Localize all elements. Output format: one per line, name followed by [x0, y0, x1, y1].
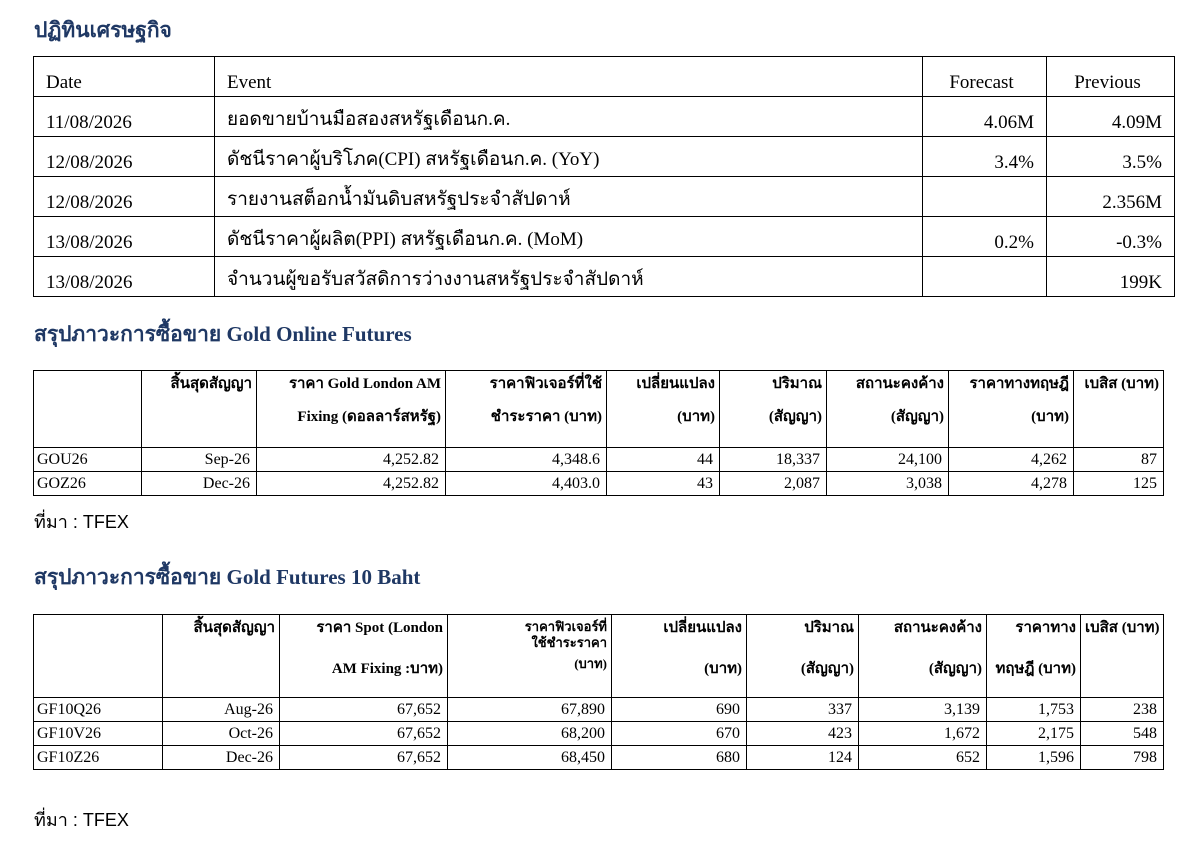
row-date: 11/08/2026: [34, 97, 215, 137]
header-volume: ปริมาณ (สัญญา): [747, 615, 859, 698]
contract-name: GF10Q26: [34, 698, 163, 722]
row-previous: 199K: [1047, 257, 1175, 297]
header-open-interest: สถานะคงค้าง (สัญญา): [827, 371, 949, 448]
row-event: ดัชนีราคาผู้ผลิต(PPI) สหรัฐเดือนก.ค. (MoM): [215, 217, 923, 257]
settle-cell: 4,403.0: [446, 472, 607, 496]
oi-cell: 652: [859, 746, 987, 770]
theo-cell: 1,596: [987, 746, 1081, 770]
header-change: เปลี่ยนแปลง (บาท): [612, 615, 747, 698]
volume-cell: 124: [747, 746, 859, 770]
header-contract: [34, 615, 163, 698]
volume-cell: 337: [747, 698, 859, 722]
basis-cell: 125: [1074, 472, 1164, 496]
change-cell: 670: [612, 722, 747, 746]
economic-calendar-table: [33, 56, 1175, 297]
settle-cell: 68,450: [448, 746, 612, 770]
header-contract: [34, 371, 142, 448]
oi-cell: 1,672: [859, 722, 987, 746]
volume-cell: 2,087: [720, 472, 827, 496]
basis-cell: 238: [1081, 698, 1164, 722]
header-theoretical-price: ราคาทางทฤษฎี (บาท): [949, 371, 1074, 448]
table-row: [34, 97, 1175, 137]
expiry-cell: Dec-26: [142, 472, 257, 496]
row-event: รายงานสต็อกน้ำมันดิบสหรัฐประจำสัปดาห์: [215, 177, 923, 217]
header-theoretical-price: ราคาทาง ทฤษฎี (บาท): [987, 615, 1081, 698]
header-previous: Previous: [1047, 57, 1175, 97]
row-previous: 4.09M: [1047, 97, 1175, 137]
row-forecast: 3.4%: [923, 137, 1047, 177]
header-date: Date: [34, 57, 215, 97]
header-forecast: Forecast: [923, 57, 1047, 97]
gold-online-source: ที่มา : TFEX: [34, 512, 129, 532]
spot-cell: 67,652: [280, 722, 448, 746]
row-forecast: [923, 257, 1047, 297]
spot-cell: 67,652: [280, 746, 448, 770]
contract-name: GF10V26: [34, 722, 163, 746]
oi-cell: 24,100: [827, 448, 949, 472]
contract-name: GOZ26: [34, 472, 142, 496]
expiry-cell: Aug-26: [163, 698, 280, 722]
gold-10baht-title: สรุปภาวะการซื้อขาย Gold Futures 10 Baht: [34, 565, 421, 589]
fixing-cell: 4,252.82: [257, 448, 446, 472]
basis-cell: 798: [1081, 746, 1164, 770]
row-date: 13/08/2026: [34, 217, 215, 257]
basis-cell: 548: [1081, 722, 1164, 746]
table-row: [34, 698, 1164, 722]
basis-cell: 87: [1074, 448, 1164, 472]
settle-cell: 67,890: [448, 698, 612, 722]
header-change: เปลี่ยนแปลง (บาท): [607, 371, 720, 448]
theo-cell: 1,753: [987, 698, 1081, 722]
theo-cell: 4,262: [949, 448, 1074, 472]
contract-name: GOU26: [34, 448, 142, 472]
theo-cell: 2,175: [987, 722, 1081, 746]
gold-10baht-source: ที่มา : TFEX: [34, 810, 129, 830]
header-volume: ปริมาณ (สัญญา): [720, 371, 827, 448]
row-previous: 2.356M: [1047, 177, 1175, 217]
row-date: 13/08/2026: [34, 257, 215, 297]
header-settlement-price: ราคาฟิวเจอร์ที่ ใช้ชำระราคา (บาท): [448, 615, 612, 698]
change-cell: 680: [612, 746, 747, 770]
header-event: Event: [215, 57, 923, 97]
change-cell: 44: [607, 448, 720, 472]
oi-cell: 3,139: [859, 698, 987, 722]
gold-online-title: สรุปภาวะการซื้อขาย Gold Online Futures: [34, 322, 412, 346]
table-row: [34, 746, 1164, 770]
table-row: [34, 257, 1175, 297]
table-row: [34, 472, 1164, 496]
table-row: [34, 177, 1175, 217]
fixing-cell: 4,252.82: [257, 472, 446, 496]
table-row: [34, 137, 1175, 177]
theo-cell: 4,278: [949, 472, 1074, 496]
volume-cell: 423: [747, 722, 859, 746]
header-settlement-price: ราคาฟิวเจอร์ที่ใช้ ชำระราคา (บาท): [446, 371, 607, 448]
table-row: [34, 722, 1164, 746]
row-event: ดัชนีราคาผู้บริโภค(CPI) สหรัฐเดือนก.ค. (YoY): [215, 137, 923, 177]
row-forecast: 4.06M: [923, 97, 1047, 137]
table-row: [34, 217, 1175, 257]
row-event: จำนวนผู้ขอรับสวัสดิการว่างงานสหรัฐประจำสัปดาห์: [215, 257, 923, 297]
contract-name: GF10Z26: [34, 746, 163, 770]
expiry-cell: Dec-26: [163, 746, 280, 770]
row-forecast: [923, 177, 1047, 217]
change-cell: 43: [607, 472, 720, 496]
row-forecast: 0.2%: [923, 217, 1047, 257]
spot-cell: 67,652: [280, 698, 448, 722]
table-header-row: [34, 57, 1175, 97]
header-spot-price: ราคา Spot (London AM Fixing :บาท): [280, 615, 448, 698]
table-header-row: [34, 615, 1164, 698]
settle-cell: 68,200: [448, 722, 612, 746]
change-cell: 690: [612, 698, 747, 722]
table-row: [34, 448, 1164, 472]
calendar-title: ปฏิทินเศรษฐกิจ: [34, 18, 172, 42]
row-previous: 3.5%: [1047, 137, 1175, 177]
row-previous: -0.3%: [1047, 217, 1175, 257]
row-date: 12/08/2026: [34, 137, 215, 177]
header-basis: เบสิส (บาท): [1074, 371, 1164, 448]
gold-10baht-futures-table: [33, 614, 1164, 770]
expiry-cell: Oct-26: [163, 722, 280, 746]
header-expiry: สิ้นสุดสัญญา: [163, 615, 280, 698]
header-open-interest: สถานะคงค้าง (สัญญา): [859, 615, 987, 698]
expiry-cell: Sep-26: [142, 448, 257, 472]
header-london-fixing: ราคา Gold London AM Fixing (ดอลลาร์สหรัฐ): [257, 371, 446, 448]
row-event: ยอดขายบ้านมือสองสหรัฐเดือนก.ค.: [215, 97, 923, 137]
gold-online-futures-table: [33, 370, 1164, 496]
settle-cell: 4,348.6: [446, 448, 607, 472]
header-expiry: สิ้นสุดสัญญา: [142, 371, 257, 448]
volume-cell: 18,337: [720, 448, 827, 472]
row-date: 12/08/2026: [34, 177, 215, 217]
oi-cell: 3,038: [827, 472, 949, 496]
header-basis: เบสิส (บาท): [1081, 615, 1164, 698]
table-header-row: [34, 371, 1164, 448]
